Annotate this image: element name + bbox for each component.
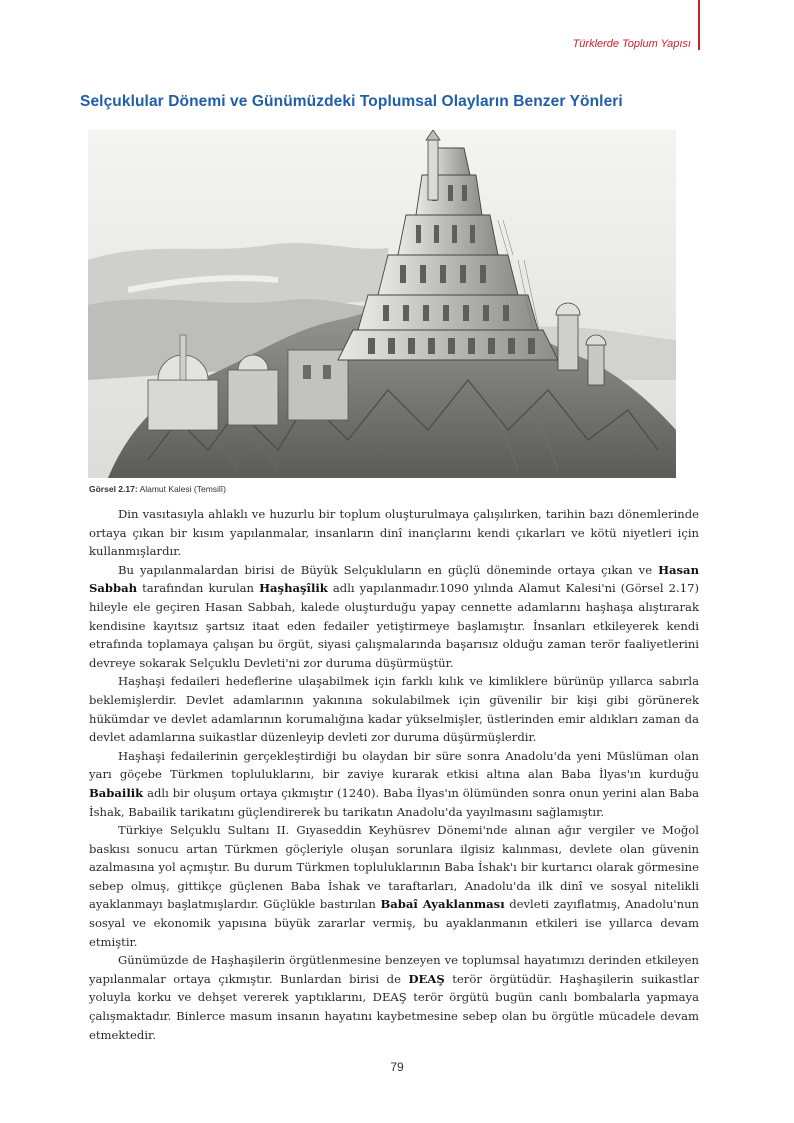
paragraph-text: Din vasıtasıyla ahlaklı ve huzurlu bir toplum oluşturulmaya çalışılırken, tarihin bazı dönemlerinde ortaya çıkan bir kısım yapılanmalar, insanların dinî inançlarını kendi çıkarları ve kötü niyetleri için kullanmışlardır. [89, 507, 699, 559]
term-babailik: Babailik [89, 785, 144, 800]
paragraph-text: adlı bir oluşum ortaya çıkmıştır (1240). Baba İlyas'ın ölümünden sonra onun yerini alan Baba İshak, Babailik tarikatını güçlendirerek bu tarikatın Anadolu'da yayılmasını sağlamıştır. [89, 785, 699, 819]
running-header: Türklerde Toplum Yapısı [572, 38, 691, 50]
section-title: Selçuklular Dönemi ve Günümüzdeki Toplumsal Olayların Benzer Yönleri [80, 93, 623, 110]
paragraph-2 [89, 561, 699, 673]
paragraph-text: Günümüzde de Haşhaşilerin örgütlenmesine benzeyen ve toplumsal hayatımızı derinden etkileyen yapılanmalar ortaya çıkmıştır. Bunlardan birisi de [89, 953, 699, 986]
term-hasan-sabbah: Hasan Sabbah [89, 562, 699, 596]
caption-label: Görsel 2.17: [89, 484, 138, 494]
paragraph-text: tarafından kurulan [137, 581, 260, 596]
paragraph-text: devleti zayıflatmış, Anadolu'nun sosyal ve ekonomik yapısına büyük zararlar vermiş, bu ayaklanmanın etkileri ise yıllarca devam etmiştir. [89, 897, 700, 949]
paragraph-text: Haşhaşi fedaileri hedeflerine ulaşabilmek için farklı kılık ve kimliklere bürünüp yıllarca sabırla beklemişlerdir. Devlet adamlarının yakınına sokulabilmek için güvenilir bir kişi gibi görünerek hükümdar ve devlet adamlarının korumalığına kadar yükselmişler, üstlerinden emir aldıkları zaman da devlet adamlarına suikastlar düzenleyip devleti zor duruma düşürmüşlerdir. [89, 674, 699, 745]
term-hashashilik: Haşhaşîlik [259, 581, 328, 596]
paragraph-text: adlı yapılanmadır.1090 yılında Alamut Kalesi'ni (Görsel 2.17) hileyle ele geçiren Hasan Sabbah, kalede oluşturduğu yapay cennette adamlarını haşhaşa alıştırarak kendisine kayıtsız şartsız itaat eden fedailer yetiştirmeye başlamıştır. İnsanları etkileyerek kendi etrafında toplamaya çalışan bu örgüt, siyasi çalışmalarında başarısız olduğu zaman terör faaliyetlerini devreye sokarak Selçuklu Devleti'ni zor duruma düşürmüştür. [89, 581, 700, 670]
castle-sketch-drawing [88, 130, 676, 478]
paragraph-text: terör örgütüdür. Haşhaşilerin suikastlar yoluyla korku ve dehşet vererek yaptıklarını, DEAŞ terör örgütü bugün canlı bombalarla yapmaya çalışmaktadır. Binlerce masum insanın hayatını kaybetmesine sebep olan bu örgütle mücadele devam etmektedir. [89, 971, 699, 1042]
paragraph-6 [89, 951, 699, 1044]
paragraph-3 [89, 672, 699, 746]
body-text [89, 505, 699, 1044]
caption-text: Alamut Kalesi (Temsilî) [137, 484, 227, 494]
paragraph-5 [89, 821, 699, 951]
paragraph-text: Bu yapılanmalardan birisi de Büyük Selçukluların en güçlü döneminde ortaya çıkan ve [118, 562, 659, 577]
paragraph-text: Haşhaşi fedailerinin gerçekleştirdiği bu olaydan bir süre sonra Anadolu'da yeni Müslüman olan yarı göçebe Türkmen topluluklarını, bir zaviye kurarak etkisi altına alan Baba İlyas'ın kurduğu [89, 748, 699, 782]
alamut-castle-illustration [88, 130, 676, 478]
term-deas: DEAŞ [408, 971, 445, 986]
page-number: 79 [390, 1060, 404, 1074]
header-rule [698, 0, 700, 50]
paragraph-text: Türkiye Selçuklu Sultanı II. Gıyaseddin Keyhüsrev Dönemi'nde alınan ağır vergiler ve Moğol baskısı sonucu artan Türkmen göçleriyle oluşan sorunlara ilgisiz kalınması, devlete olan güvenin azalmasına yol açmıştır. Bu durum Türkmen topluluklarının Baba İshak'ı bir kurtarıcı olarak görmesine sebep olmuş, gittikçe güçlenen Baba İshak ve taraftarları, Anadolu'da ilk dinî ve sosyal nitelikli ayaklanmayı başlatmışlardır. Güçlükle bastırılan [89, 823, 699, 912]
figure-caption [89, 484, 226, 494]
paragraph-4 [89, 747, 699, 821]
term-babai-ayaklanmasi: Babaî Ayaklanması [380, 897, 505, 912]
paragraph-1 [89, 505, 699, 561]
